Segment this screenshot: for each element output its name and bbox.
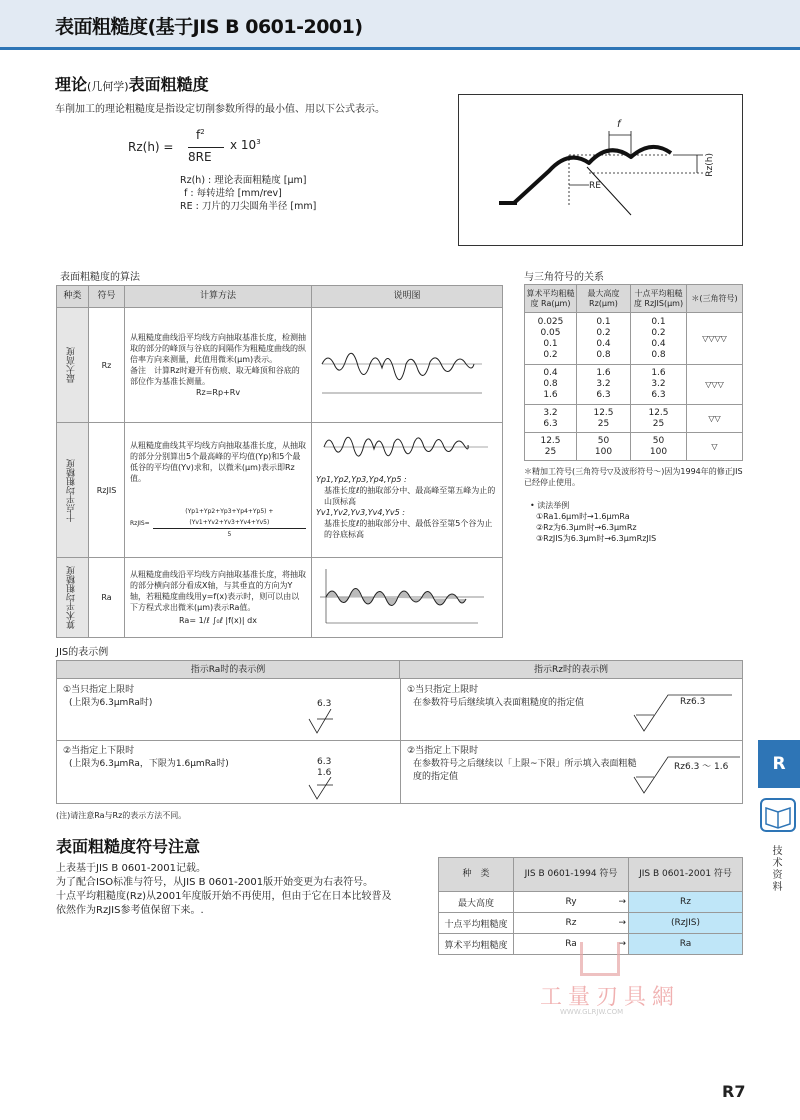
table-row: 最大高度 Rz 从粗糙度曲线沿平均线方向抽取基准长度，检测抽取的部分的峰顶与谷底的间隔作为粗糙度曲线的纵倍率方向来测量，此值用微米(μm)表示。 备注 计算Rz时避开有伤痕、取无峰顶和谷底的部位作为基准长测量。 Rz=Rp+Rv <box>57 308 503 423</box>
jis-note: (注)请注意Ra与Rz的表示方法不同。 <box>56 811 187 820</box>
watermark-text: 工量刃具網 <box>540 985 681 1010</box>
algo-header-symbol: 符号 <box>89 286 125 308</box>
table-row: 十点平均粗糙度 Rz → (RzJIS) <box>439 913 743 934</box>
diagram-rz-label: Rz(h) <box>705 153 715 177</box>
triangle-table <box>524 284 743 461</box>
algo-header-kind: 种类 <box>57 286 89 308</box>
theory-title: 理论(几何学)表面粗糙度 <box>55 75 209 94</box>
page-title: 表面粗糙度(基于JIS B 0601-2001) <box>55 16 363 38</box>
algo-header-diagram: 说明图 <box>312 286 503 308</box>
rz-symbol-range: Rz6.3 ～ 1.6 <box>622 753 744 797</box>
jis-title: JIS的表示例 <box>56 647 109 658</box>
book-icon <box>760 798 796 832</box>
table-row: 0.4 0.8 1.6 1.6 3.2 6.3 1.6 3.2 6.3 ▽▽▽ <box>525 365 743 405</box>
algo-table <box>56 285 503 638</box>
change-header-new: JIS B 0601-2001 符号 <box>629 858 743 892</box>
arrow-icon: → <box>618 939 626 949</box>
table-row: 12.5 25 50 100 50 100 ▽ <box>525 433 743 461</box>
change-header-kind: 种 类 <box>439 858 514 892</box>
jis-right-header: 指示Rz时的表示例 <box>400 661 742 679</box>
theory-intro: 车削加工的理论粗糙度是指设定切削参数所得的最小值、用以下公式表示。 <box>55 104 385 115</box>
triangle-header-ra: 算术平均粗糙度 Ra(μm) <box>525 285 577 313</box>
notice-title: 表面粗糙度符号注意 <box>56 837 201 856</box>
watermark-url: WWW.GLRJW.COM <box>560 1008 624 1016</box>
jis-left-row1: ①当只指定上限时 (上限为6.3μmRa时) <box>63 685 153 708</box>
triangle-header-rz: 最大高度 Rz(μm) <box>577 285 631 313</box>
triangle-header-symbol: ＊(三角符号) <box>687 285 743 313</box>
ra-symbol-range: 6.3 1.6 <box>307 757 357 801</box>
section-tab-r[interactable]: R <box>758 740 800 788</box>
theory-legend: Rz(h) : 理论表面粗糙度 [μm] f : 每转进给 [mm/rev] RE : 刀片的刀尖圆角半径 [mm] <box>180 175 317 212</box>
algo-header-method: 计算方法 <box>125 286 312 308</box>
table-row: 算术平均粗糙度 Ra 从粗糙度曲线沿平均线方向抽取基准长度，将抽取的部分横向部分看成X轴，与其垂直的方向为Y轴，若粗糙度曲线用y=f(x)表示时，则可以由以下方程式求出微米(μm)表示Ra值。 Ra= 1/ℓ ∫₀ℓ |f(x)| dx <box>57 558 503 638</box>
theory-formula: Rz(h) = $f^2$ 8RE x $10^3$ <box>128 128 261 164</box>
theory-diagram <box>458 94 743 246</box>
ra-symbol-upper: 6.3 <box>307 699 357 735</box>
diagram-re-label: RE <box>589 181 601 191</box>
read-example: • 读法举例 ①Ra1.6μm时→1.6μmRa ②Rz为6.3μm时→6.3μmRz ③RzJIS为6.3μm时→6.3μmRzJIS <box>530 501 657 543</box>
triangle-footnote: ＊精加工符号(三角符号▽及波形符号～)因为1994年的修正JIS已经停止使用。 <box>524 467 743 487</box>
rz-wave-diagram <box>312 329 492 399</box>
symbol-change-table <box>438 857 743 955</box>
table-row: 3.2 6.3 12.5 25 12.5 25 ▽▽ <box>525 405 743 433</box>
rz-symbol-upper: Rz6.3 <box>622 691 742 735</box>
table-row: 最大高度 Ry → Rz <box>439 892 743 913</box>
table-row: 算术平均粗糙度 Ra → Ra <box>439 934 743 955</box>
change-header-old: JIS B 0601-1994 符号 <box>514 858 629 892</box>
notice-text: 上表基于JIS B 0601-2001记载。 为了配合ISO标准与符号，从JIS B 0601-2001版开始变更为右表符号。 十点平均粗糙度(Rz)从2001年度版开始不再使用，但由于它在日本比较普及 依然作为RzJIS参考值保留下来。. <box>56 863 392 916</box>
ra-wave-diagram <box>312 563 492 629</box>
jis-right-row2: ②当指定上下限时 在参数符号之后继续以「上限~下限」所示填入表面粗糙度的指定值 <box>407 746 637 782</box>
jis-right-row1: ①当只指定上限时 在参数符号后继续填入表面粗糙度的指定值 <box>407 685 585 708</box>
table-row: 十点平均粗糙度 RzJIS 从粗糙度曲线其平均线方向抽取基准长度，从抽取的部分分别算出5个最高峰的平均值(Yp)和5个最低谷的平均值(Yv)求和，以微米(μm)表示即Rz值。 RzJIS= $\frac{(Yp1+Yp2+Yp3+Yp4+Yp5) + (Yv1+Yv2+Yv3+Yv4+Yv5)}{5}$ Yp1,Yp2,Yp3,Yp4,Yp5 : 基准长度ℓ的抽取部分中、最高峰至第五峰为止的山顶标高 Yv1,Yv2,Yv3,Yv4,Yv5 : 基准长度ℓ的抽取部分中、最低谷至第5个谷为止的谷底标高 <box>57 423 503 558</box>
table-row: 0.025 0.05 0.1 0.2 0.1 0.2 0.4 0.8 0.1 0.2 0.4 0.8 ▽▽▽▽ <box>525 313 743 365</box>
jis-box <box>56 660 743 804</box>
jis-left-header: 指示Ra时的表示例 <box>57 661 400 679</box>
diagram-f-label: f <box>617 119 621 130</box>
algo-title: 表面粗糙度的算法 <box>60 272 140 283</box>
rzjis-wave-diagram <box>316 425 496 471</box>
triangle-header-rzjis: 十点平均粗糙度 RzJIS(μm) <box>631 285 687 313</box>
page-number: R7 <box>722 1082 746 1101</box>
side-vertical-label: 技术资料 <box>770 845 781 893</box>
jis-left-row2: ②当指定上下限时 (上限为6.3μmRa，下限为1.6μmRa时) <box>63 746 229 769</box>
triangle-title: 与三角符号的关系 <box>524 272 604 283</box>
watermark-logo <box>580 942 620 976</box>
arrow-icon: → <box>618 897 626 907</box>
arrow-icon: → <box>618 918 626 928</box>
